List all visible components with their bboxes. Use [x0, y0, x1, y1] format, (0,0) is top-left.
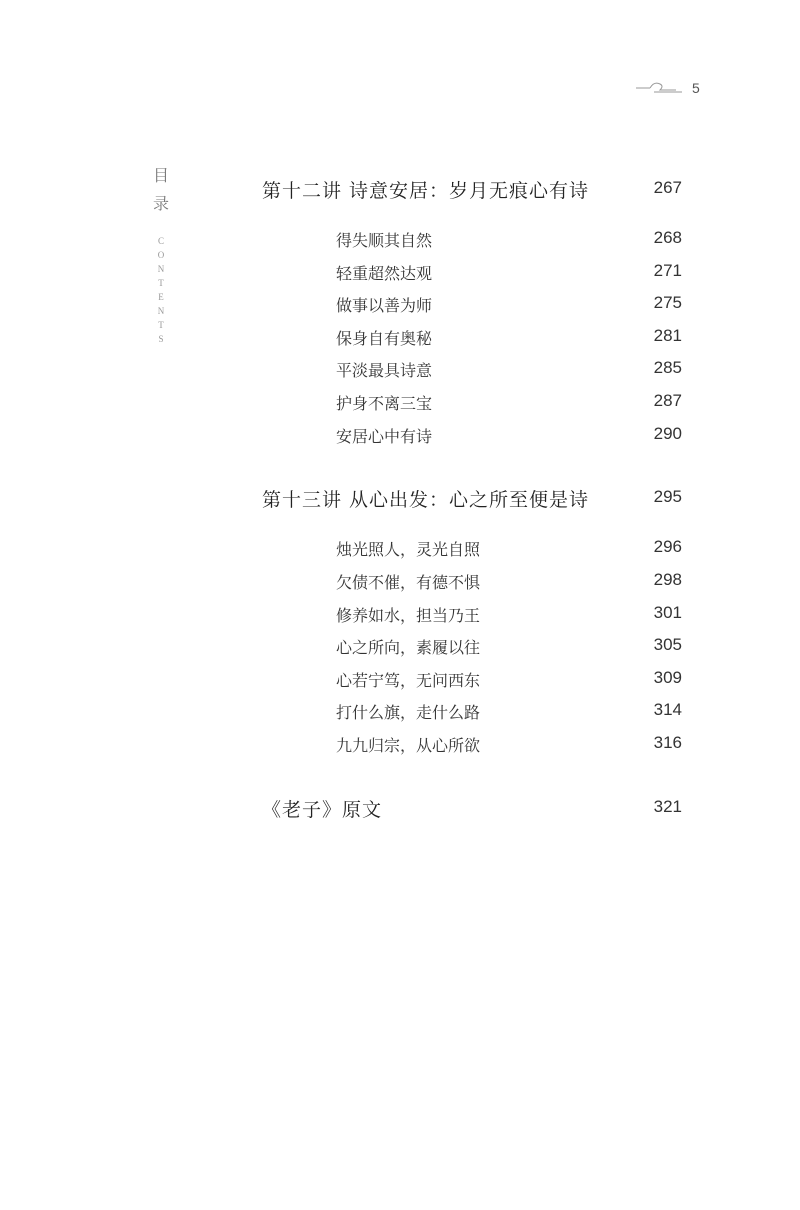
toc-section[interactable] — [336, 358, 682, 384]
section-title: 保身自有奥秘 — [336, 329, 433, 348]
section-page-number: 271 — [653, 261, 682, 280]
section-title: 得失顺其自然 — [336, 231, 433, 250]
section-title: 心之所向，素履以往 — [336, 638, 481, 657]
section-page-number: 314 — [653, 700, 682, 719]
toc-section[interactable] — [336, 293, 682, 319]
toc-section[interactable] — [336, 326, 682, 352]
appendix-page-number: 321 — [653, 797, 682, 816]
chapter-page-number: 295 — [653, 487, 682, 506]
section-title: 烛光照人，灵光自照 — [336, 540, 481, 559]
side-title-chinese: 目 录 — [152, 166, 169, 213]
section-title: 平淡最具诗意 — [336, 361, 433, 380]
section-page-number: 298 — [653, 570, 682, 589]
section-title: 心若宁笃，无问西东 — [336, 671, 481, 690]
section-title: 打什么旗，走什么路 — [336, 703, 481, 722]
section-title: 做事以善为师 — [336, 296, 433, 315]
section-page-number: 290 — [653, 424, 682, 443]
side-title-english: C O N T E N T S — [157, 236, 165, 344]
side-title — [150, 162, 172, 346]
section-page-number: 296 — [653, 537, 682, 556]
toc-section[interactable] — [336, 424, 682, 450]
toc-appendix[interactable] — [262, 795, 682, 827]
section-title: 轻重超然达观 — [336, 264, 433, 283]
toc-section[interactable] — [336, 635, 682, 661]
section-page-number: 285 — [653, 358, 682, 377]
section-page-number: 268 — [653, 228, 682, 247]
chapter-page-number: 267 — [653, 178, 682, 197]
section-title: 欠债不催，有德不惧 — [336, 573, 481, 592]
section-page-number: 281 — [653, 326, 682, 345]
appendix-title: 《老子》原文 — [262, 799, 383, 821]
toc-chapter-12[interactable] — [262, 176, 682, 208]
toc-section[interactable] — [336, 261, 682, 287]
section-page-number: 316 — [653, 733, 682, 752]
section-page-number: 309 — [653, 668, 682, 687]
section-page-number: 301 — [653, 603, 682, 622]
toc-section[interactable] — [336, 537, 682, 563]
toc-section[interactable] — [336, 700, 682, 726]
page-number: 5 — [692, 80, 700, 96]
header-ornament-icon — [636, 78, 682, 96]
section-page-number: 305 — [653, 635, 682, 654]
section-title: 安居心中有诗 — [336, 427, 433, 446]
chapter-title: 第十三讲 从心出发：心之所至便是诗 — [262, 489, 590, 511]
section-page-number: 287 — [653, 391, 682, 410]
section-title: 修养如水，担当乃王 — [336, 606, 481, 625]
toc-section[interactable] — [336, 733, 682, 759]
section-title: 九九归宗，从心所欲 — [336, 736, 481, 755]
toc-section[interactable] — [336, 570, 682, 596]
section-page-number: 275 — [653, 293, 682, 312]
toc-section[interactable] — [336, 668, 682, 694]
toc-section[interactable] — [336, 603, 682, 629]
toc-chapter-13[interactable] — [262, 485, 682, 517]
section-title: 护身不离三宝 — [336, 394, 433, 413]
toc-section[interactable] — [336, 391, 682, 417]
toc-section[interactable] — [336, 228, 682, 254]
chapter-title: 第十二讲 诗意安居：岁月无痕心有诗 — [262, 180, 590, 202]
